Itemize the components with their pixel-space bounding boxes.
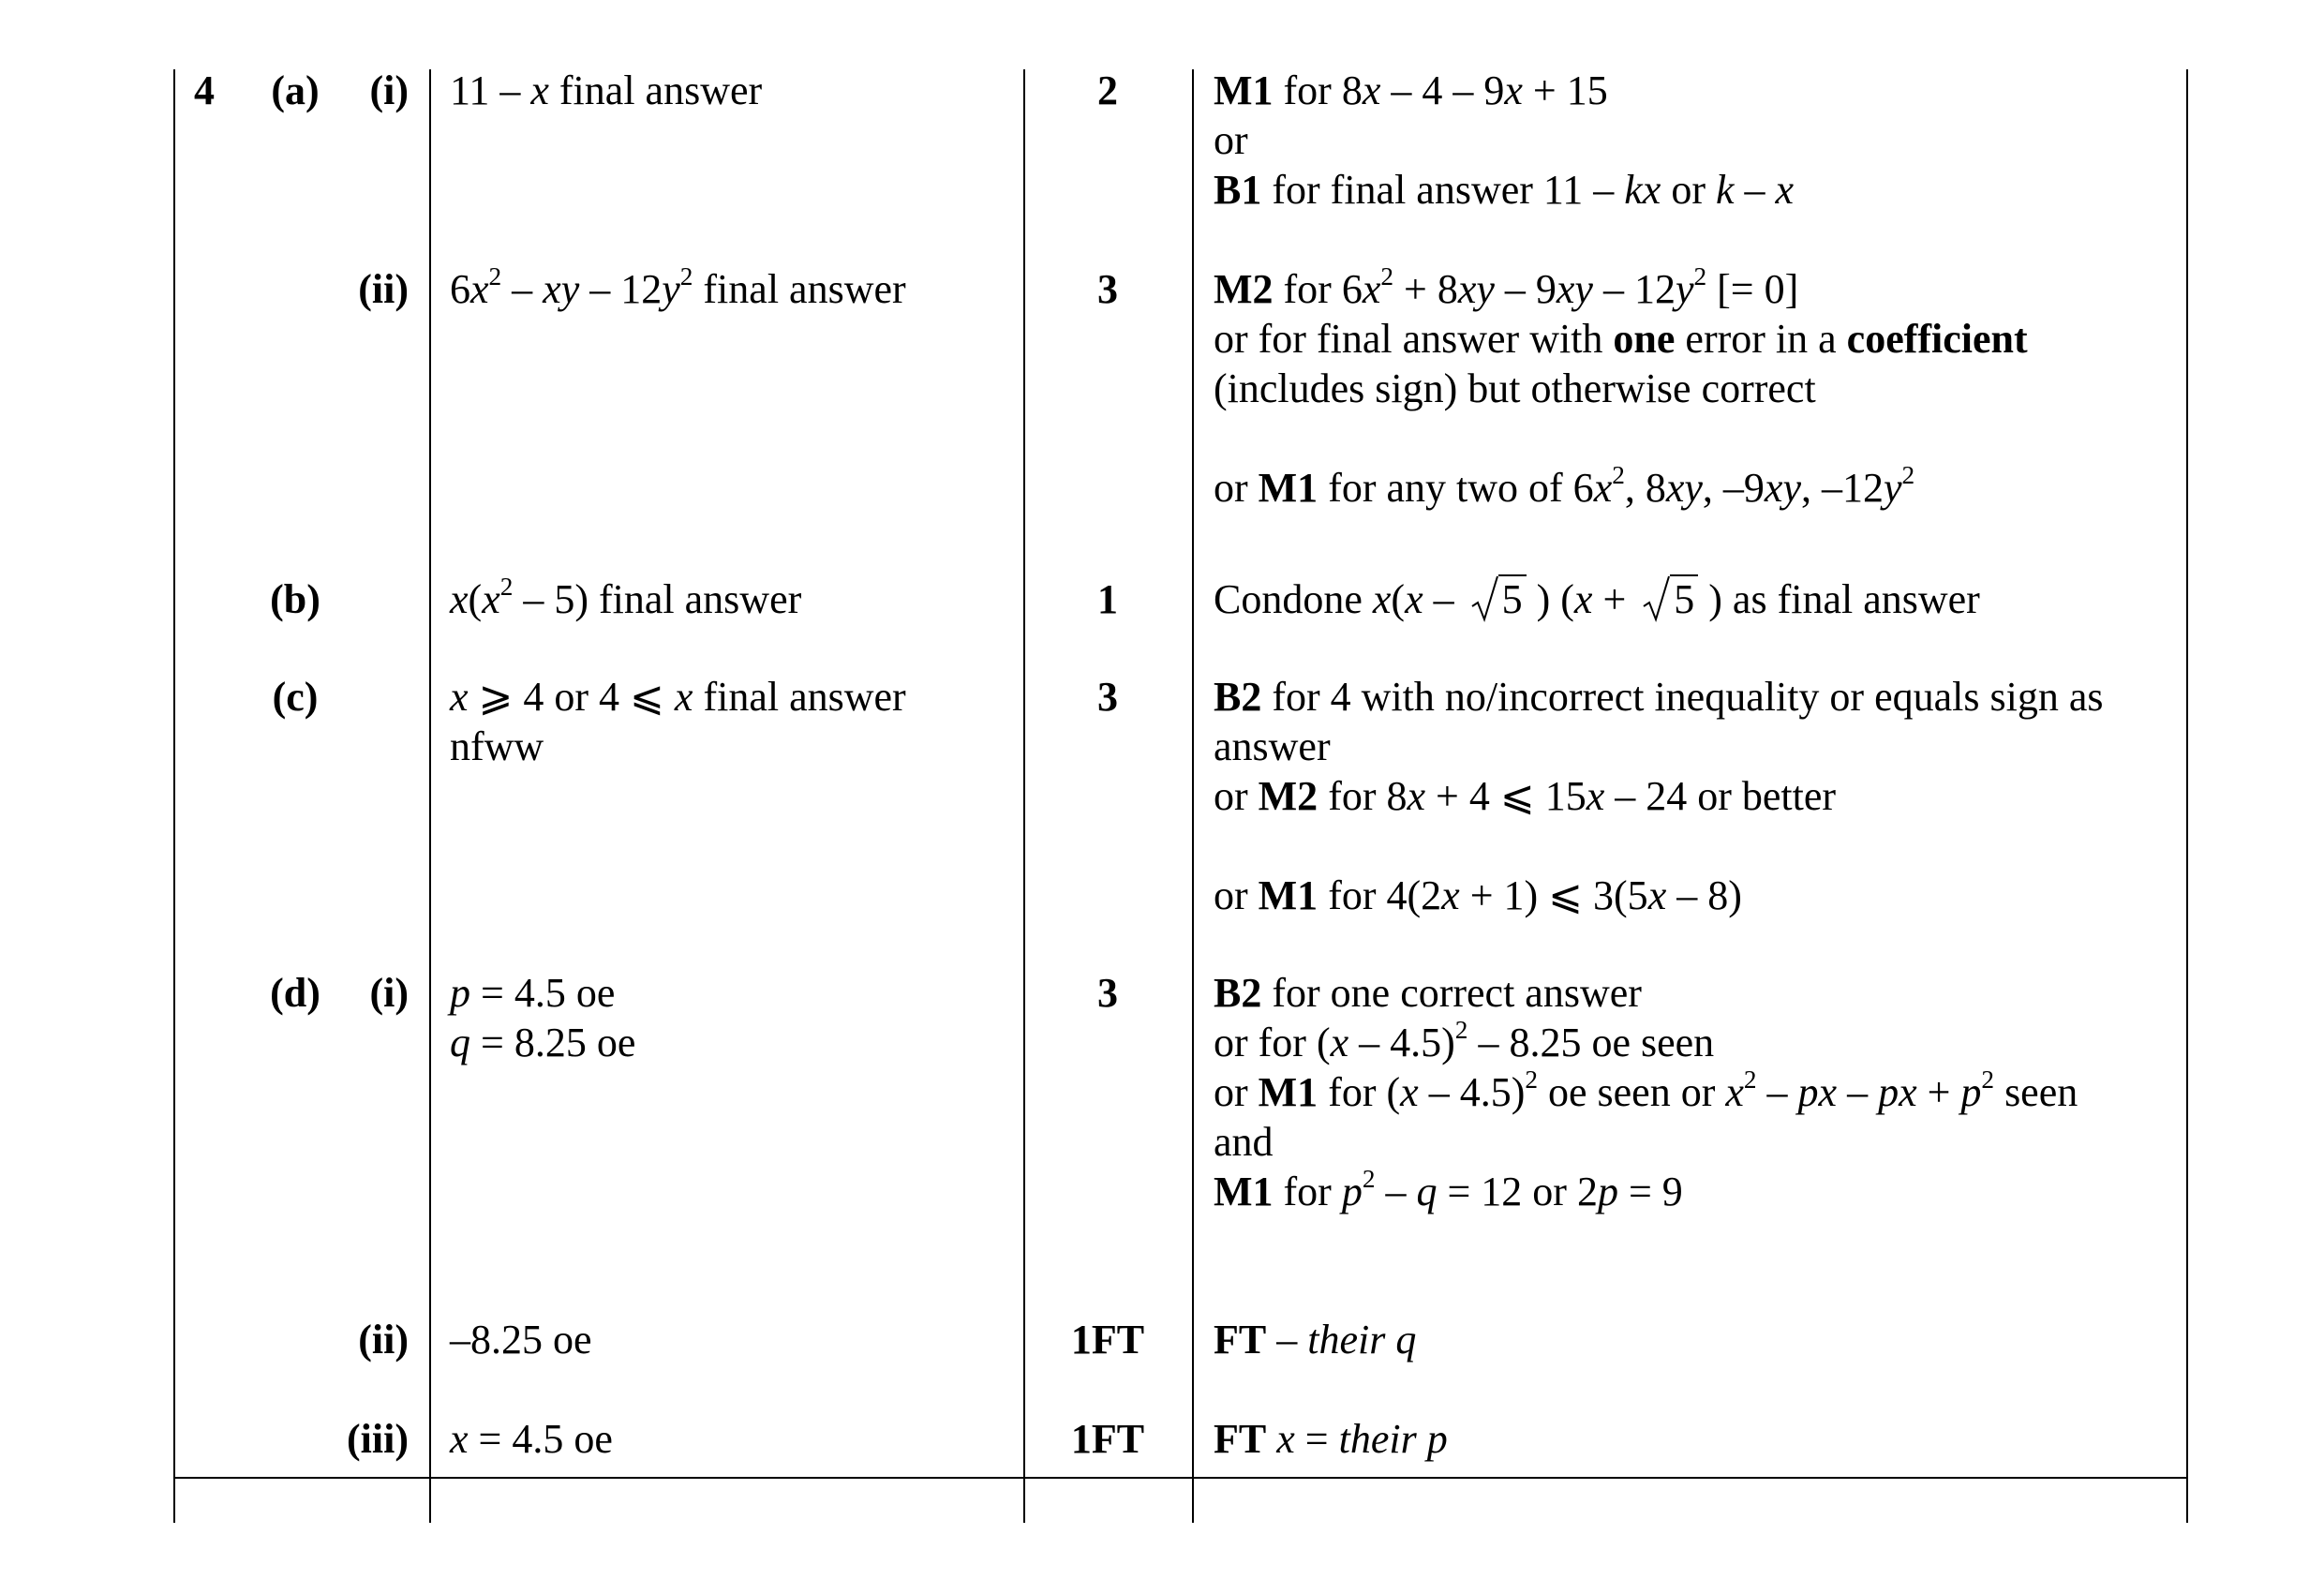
subpart-label: (i)	[369, 67, 409, 113]
marks-cell: 2	[1097, 67, 1118, 113]
marks-cell: 3	[1097, 970, 1118, 1016]
answer-cell: p = 4.5 oe q = 8.25 oe	[450, 970, 636, 1065]
part-label: (a)	[271, 67, 320, 113]
guidance-column-divider	[1192, 69, 1194, 1523]
part-label: (b)	[270, 576, 320, 622]
part-label: (c)	[272, 674, 319, 720]
guidance-cell: FT – their q	[1214, 1317, 1417, 1363]
marks-cell: 1FT	[1070, 1416, 1145, 1462]
answer-column-divider	[429, 69, 431, 1523]
guidance-cell: M2 for $6x^2 + 8xy - 9xy - 12y^2$ [= 0] or for final answer with one error in a coefficient (includes sign) but otherwise correct or M1 for any two of $6x^2$, 8xy, –9xy, $-12y^2$	[1214, 261, 2028, 511]
answer-cell: 11 – x final answer	[450, 67, 763, 113]
subpart-label: (iii)	[347, 1416, 409, 1462]
answer-cell: $x(x^2 - 5)$ final answer	[450, 572, 802, 622]
table-left-border	[173, 69, 175, 1523]
guidance-cell: Condone x(x – 5 ) (x + 5 ) as final answer	[1214, 576, 1980, 622]
guidance-cell: FT x = their p	[1214, 1416, 1448, 1462]
answer-cell: x = 4.5 oe	[450, 1416, 613, 1462]
subpart-label: (i)	[369, 970, 409, 1016]
subpart-label: (ii)	[358, 266, 409, 312]
subpart-label: (ii)	[358, 1317, 409, 1363]
part-label: (d)	[270, 970, 320, 1016]
guidance-cell: M1 for 8x – 4 – 9x + 15 or B1 for final answer 11 – kx or k – x	[1214, 67, 1795, 213]
marks-cell: 1	[1097, 576, 1118, 622]
question-number: 4	[194, 67, 215, 113]
question-bottom-rule	[173, 1477, 2186, 1479]
marks-cell: 3	[1097, 266, 1118, 312]
guidance-cell: B2 for one correct answer or for (x – 4.5)$^2$ – 8.25 oe seen or M1 for (x – 4.5)$^2$ oe seen or $x^2$ – px – px + $p^2$ seen and M1 for $p^2 - q = 12$ or 2p = 9	[1214, 970, 2078, 1214]
square-root-symbol: 5	[1642, 574, 1698, 624]
marks-cell: 3	[1097, 674, 1118, 720]
table-right-border	[2186, 69, 2188, 1523]
answer-cell: –8.25 oe	[450, 1317, 592, 1363]
answer-cell: $6x^2$ – xy – $12y^2$ final answer	[450, 261, 906, 312]
square-root-symbol: 5	[1470, 574, 1527, 624]
answer-cell: x ⩾ 4 or 4 ⩽ x final answer nfww	[450, 674, 906, 769]
marks-cell: 1FT	[1070, 1317, 1145, 1363]
guidance-cell: B2 for 4 with no/incorrect inequality or equals sign as answer or M2 for 8x + 4 ⩽ 15x – 24 or better or M1 for 4(2x + 1) ⩽ 3(5x – 8)	[1214, 674, 2104, 918]
